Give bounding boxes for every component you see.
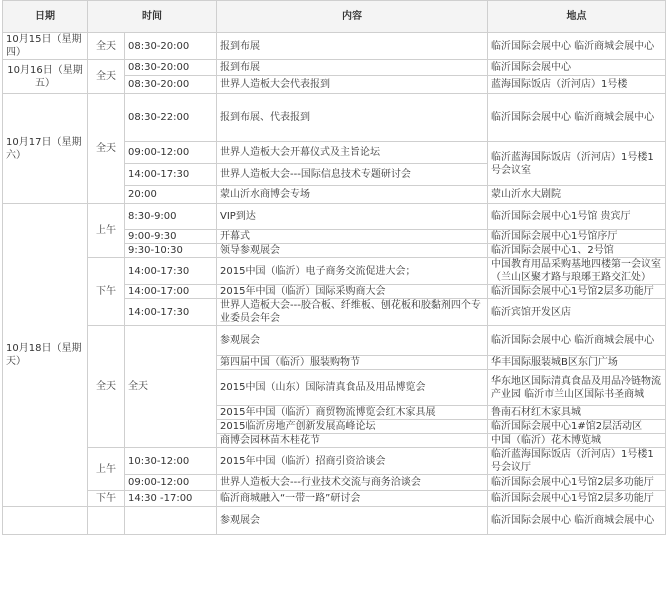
table-cell: 临沂商城融入“一带一路”研讨会 [217,491,488,507]
table-cell: 临沂国际会展中心1号馆2层多功能厅 [488,491,666,507]
table-cell: 临沂国际会展中心1号馆序厅 [488,230,666,244]
table-cell: 临沂国际会展中心1、2号馆 [488,244,666,258]
table-cell [88,507,125,535]
table-cell: 14:00-17:30 [125,258,217,285]
table-row [3,448,666,475]
table-cell: 临沂蓝海国际饭店（沂河店）1号楼1号会议厅 [488,448,666,475]
table-cell: 临沂国际会展中心1号馆2层多功能厅 [488,285,666,299]
table-cell: 14:00-17:30 [125,299,217,326]
header-time: 时间 [88,1,217,33]
table-cell: 10月17日（星期六） [3,94,88,204]
table-cell: 08:30-20:00 [125,33,217,60]
table-cell: 临沂国际会展中心 临沂商城会展中心 [488,507,666,535]
table-cell: 全天 [88,33,125,60]
table-cell: 参观展会 [217,507,488,535]
table-cell: 10月18日（星期天） [3,204,88,507]
table-cell: 10月15日（星期四） [3,33,88,60]
table-cell: 世界人造板大会---行业技术交流与商务洽谈会 [217,475,488,491]
table-cell: VIP到达 [217,204,488,230]
table-cell: 临沂国际会展中心1#馆2层活动区 [488,420,666,434]
table-row [3,507,666,535]
table-row [3,94,666,142]
table-row [3,491,666,507]
table-row [3,204,666,230]
table-cell: 2015中国（临沂）电子商务交流促进大会； [217,258,488,285]
table-cell: 20:00 [125,186,217,204]
table-cell: 09:00-12:00 [125,142,217,164]
table-cell: 参观展会 [217,326,488,356]
table-cell: 临沂国际会展中心1号馆2层多功能厅 [488,475,666,491]
table-cell: 09:00-12:00 [125,475,217,491]
table-cell: 中国（临沂）花木博览城 [488,434,666,448]
table-cell: 9:00-9:30 [125,230,217,244]
table-header-row [3,1,666,33]
table-cell: 报到布展 [217,60,488,76]
table-cell: 上午 [88,204,125,258]
table-cell: 临沂国际会展中心1号馆 贵宾厅 [488,204,666,230]
table-cell: 2015临沂房地产创新发展高峰论坛 [217,420,488,434]
table-cell: 08:30-20:00 [125,60,217,76]
table-cell: 2015年中国（临沂）招商引资洽谈会 [217,448,488,475]
table-cell: 2015年中国（临沂）商贸物流博览会红木家具展 [217,406,488,420]
table-cell: 蓝海国际饭店（沂河店）1号楼 [488,76,666,94]
table-cell: 鲁南石材红木家具城 [488,406,666,420]
table-cell [125,507,217,535]
table-cell: 世界人造板大会开幕仪式及主旨论坛 [217,142,488,164]
table-cell: 临沂国际会展中心 [488,60,666,76]
table-cell: 08:30-20:00 [125,76,217,94]
header-content: 内容 [217,1,488,33]
table-cell: 蒙山沂水大剧院 [488,186,666,204]
table-row [3,258,666,285]
table-cell: 下午 [88,258,125,326]
table-cell: 下午 [88,491,125,507]
table-cell: 世界人造板大会---国际信息技术专题研讨会 [217,164,488,186]
table-cell: 中国教育用品采购基地四楼第一会议室（兰山区聚才路与琅琊王路交汇处） [488,258,666,285]
table-cell: 9:30-10:30 [125,244,217,258]
table-cell: 全天 [88,94,125,204]
table-cell: 14:00-17:30 [125,164,217,186]
table-cell: 全天 [125,326,217,448]
table-cell: 临沂蓝海国际饭店（沂河店）1号楼1号会议室 [488,142,666,186]
table-cell: 全天 [88,60,125,94]
table-cell: 08:30-22:00 [125,94,217,142]
table-cell [3,507,88,535]
table-cell: 8:30-9:00 [125,204,217,230]
table-cell: 2015中国（山东）国际清真食品及用品博览会 [217,370,488,406]
table-row [3,326,666,356]
table-cell: 临沂国际会展中心 临沂商城会展中心 [488,33,666,60]
header-date: 日期 [3,1,88,33]
table-cell: 世界人造板大会代表报到 [217,76,488,94]
table-cell: 蒙山沂水商博会专场 [217,186,488,204]
schedule-table [2,0,666,535]
table-cell: 开幕式 [217,230,488,244]
table-cell: 2015年中国（临沂）国际采购商大会 [217,285,488,299]
table-cell: 世界人造板大会---胶合板、纤维板、刨花板和胶黏剂四个专业委员会年会 [217,299,488,326]
table-cell: 商博会园林苗木桂花节 [217,434,488,448]
table-cell: 临沂宾馆开发区店 [488,299,666,326]
table-cell: 14:30 -17:00 [125,491,217,507]
table-cell: 上午 [88,448,125,491]
table-cell: 临沂国际会展中心 临沂商城会展中心 [488,326,666,356]
table-cell: 报到布展 [217,33,488,60]
table-cell: 华丰国际服装城B区东门广场 [488,356,666,370]
table-cell: 领导参观展会 [217,244,488,258]
table-cell: 14:00-17:00 [125,285,217,299]
schedule-body [3,33,666,535]
table-cell: 报到布展、代表报到 [217,94,488,142]
table-cell: 华东地区国际清真食品及用品冷链物流产业园 临沂市兰山区国际书圣商城 [488,370,666,406]
table-cell: 10月16日（星期五） [3,60,88,94]
table-cell: 10:30-12:00 [125,448,217,475]
table-row [3,60,666,76]
header-location: 地点 [488,1,666,33]
table-cell: 临沂国际会展中心 临沂商城会展中心 [488,94,666,142]
table-cell: 全天 [88,326,125,448]
table-cell: 第四届中国（临沂）服装购物节 [217,356,488,370]
table-row [3,33,666,60]
